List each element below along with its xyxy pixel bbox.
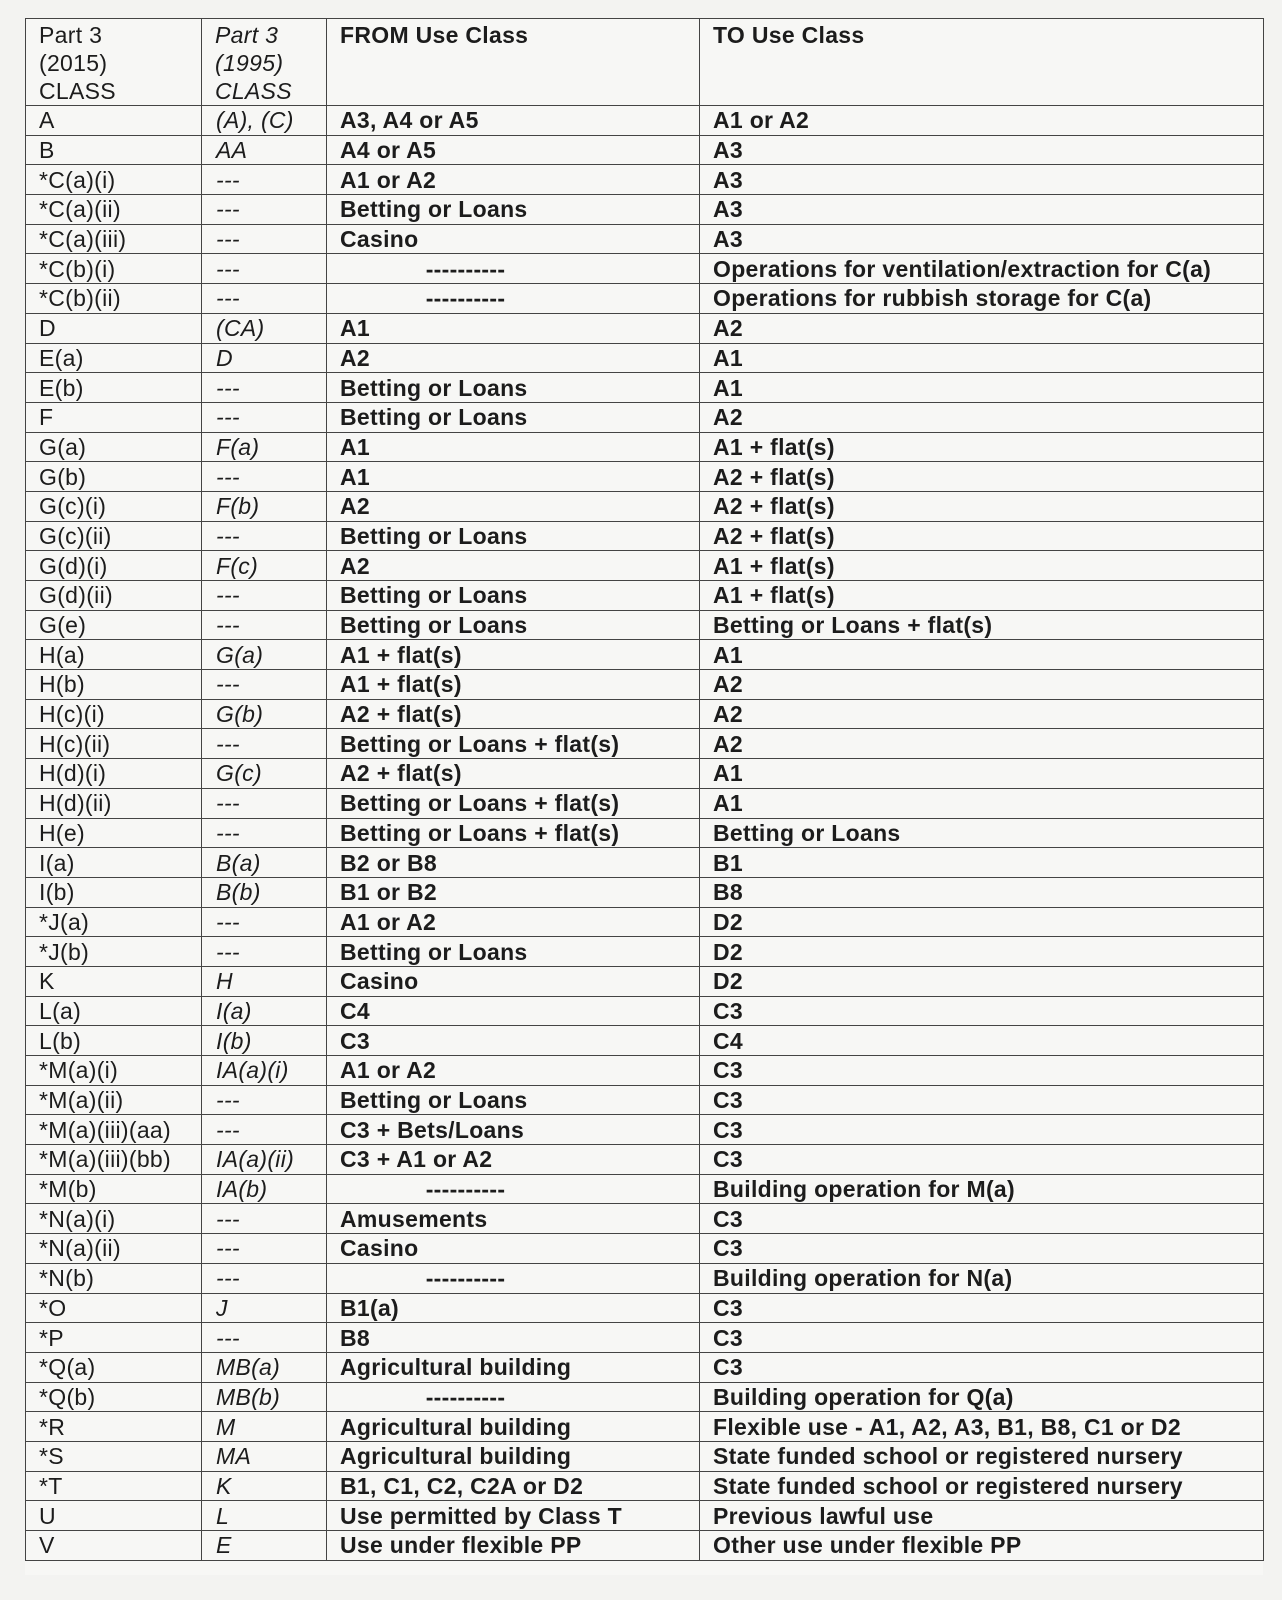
cell-to-use-class: B1 [700,848,1264,878]
cell-1995-class: E [202,1531,327,1561]
cell-1995-class: F(b) [202,491,327,521]
cell-2015-class: *N(b) [26,1263,202,1293]
cell-to-use-class: Building operation for M(a) [700,1174,1264,1204]
cell-2015-class: *M(a)(iii)(bb) [26,1145,202,1175]
cell-from-use-class: A1 [327,432,700,462]
cell-from-use-class: Betting or Loans + flat(s) [327,729,700,759]
cell-2015-class: *C(a)(ii) [26,195,202,225]
cell-to-use-class: Betting or Loans [700,818,1264,848]
cell-from-use-class: B1(a) [327,1293,700,1323]
cell-from-use-class: A2 [327,491,700,521]
cell-from-use-class: Betting or Loans [327,373,700,403]
cell-from-use-class: A2 + flat(s) [327,699,700,729]
cell-from-use-class: A1 or A2 [327,1056,700,1086]
cell-from-use-class: ---------- [327,254,700,284]
cell-2015-class: A [26,106,202,136]
cell-to-use-class: C3 [700,996,1264,1026]
cell-1995-class: --- [202,1263,327,1293]
table-row [26,788,1264,818]
cell-to-use-class: D2 [700,907,1264,937]
table-row [26,1145,1264,1175]
cell-2015-class: *J(a) [26,907,202,937]
cell-2015-class: *M(b) [26,1174,202,1204]
table-row [26,1056,1264,1086]
table-row [26,254,1264,284]
cell-from-use-class: Betting or Loans + flat(s) [327,788,700,818]
cell-2015-class: F [26,402,202,432]
cell-from-use-class: Use permitted by Class T [327,1501,700,1531]
cell-1995-class: --- [202,729,327,759]
cell-2015-class: *C(b)(i) [26,254,202,284]
table-row [26,1263,1264,1293]
cell-1995-class: --- [202,1323,327,1353]
cell-from-use-class: Betting or Loans [327,581,700,611]
header-from-use-class: FROM Use Class [327,19,700,106]
cell-to-use-class: A1 or A2 [700,106,1264,136]
cell-from-use-class: ---------- [327,1382,700,1412]
cell-1995-class: --- [202,818,327,848]
table-row [26,551,1264,581]
cell-from-use-class: Casino [327,1234,700,1264]
cell-from-use-class: Betting or Loans [327,402,700,432]
cell-1995-class: B(a) [202,848,327,878]
cell-from-use-class: A4 or A5 [327,135,700,165]
table-row [26,106,1264,136]
cell-1995-class: --- [202,937,327,967]
cell-to-use-class: A2 [700,313,1264,343]
cell-from-use-class: C4 [327,996,700,1026]
table-row [26,818,1264,848]
cell-to-use-class: A2 [700,699,1264,729]
cell-from-use-class: Betting or Loans [327,610,700,640]
table-row [26,343,1264,373]
cell-2015-class: *C(a)(iii) [26,224,202,254]
cell-1995-class: (CA) [202,313,327,343]
cell-2015-class: *M(a)(i) [26,1056,202,1086]
cell-to-use-class: State funded school or registered nursery [700,1441,1264,1471]
cell-2015-class: G(c)(ii) [26,521,202,551]
cell-2015-class: *S [26,1441,202,1471]
cell-2015-class: *C(a)(i) [26,165,202,195]
cell-from-use-class: Agricultural building [327,1352,700,1382]
table-row [26,521,1264,551]
cell-to-use-class: Previous lawful use [700,1501,1264,1531]
table-row [26,313,1264,343]
cell-from-use-class: A1 + flat(s) [327,670,700,700]
cell-2015-class: *C(b)(ii) [26,284,202,314]
table-row [26,907,1264,937]
cell-1995-class: --- [202,1204,327,1234]
cell-1995-class: IA(a)(ii) [202,1145,327,1175]
cell-2015-class: H(b) [26,670,202,700]
cell-to-use-class: A2 + flat(s) [700,462,1264,492]
cell-1995-class: --- [202,224,327,254]
cell-2015-class: L(a) [26,996,202,1026]
table-row [26,1085,1264,1115]
cell-1995-class: J [202,1293,327,1323]
table-row [26,195,1264,225]
cell-to-use-class: Building operation for Q(a) [700,1382,1264,1412]
table-row [26,1412,1264,1442]
cell-2015-class: *T [26,1471,202,1501]
cell-2015-class: *Q(b) [26,1382,202,1412]
table-row [26,1234,1264,1264]
cell-1995-class: --- [202,195,327,225]
cell-2015-class: *N(a)(i) [26,1204,202,1234]
cell-2015-class: H(d)(ii) [26,788,202,818]
cell-from-use-class: ---------- [327,284,700,314]
cell-2015-class: D [26,313,202,343]
cell-from-use-class: B1, C1, C2, C2A or D2 [327,1471,700,1501]
cell-to-use-class: A2 + flat(s) [700,521,1264,551]
cell-2015-class: K [26,966,202,996]
cell-to-use-class: A2 + flat(s) [700,491,1264,521]
cell-from-use-class: A3, A4 or A5 [327,106,700,136]
cell-2015-class: *M(a)(iii)(aa) [26,1115,202,1145]
cell-1995-class: IA(a)(i) [202,1056,327,1086]
cell-to-use-class: C3 [700,1204,1264,1234]
cell-to-use-class: Other use under flexible PP [700,1531,1264,1561]
cell-2015-class: H(c)(ii) [26,729,202,759]
table-row [26,937,1264,967]
document-page [25,18,1263,1575]
cell-2015-class: E(b) [26,373,202,403]
cell-1995-class: --- [202,254,327,284]
table-row [26,1501,1264,1531]
cell-2015-class: I(b) [26,877,202,907]
table-row [26,581,1264,611]
cell-1995-class: M [202,1412,327,1442]
cell-to-use-class: C3 [700,1352,1264,1382]
table-row [26,1382,1264,1412]
table-row [26,224,1264,254]
table-row [26,1174,1264,1204]
cell-to-use-class: D2 [700,937,1264,967]
cell-to-use-class: A1 [700,759,1264,789]
cell-1995-class: I(b) [202,1026,327,1056]
cell-to-use-class: Operations for rubbish storage for C(a) [700,284,1264,314]
cell-to-use-class: A1 [700,788,1264,818]
cell-to-use-class: A1 + flat(s) [700,551,1264,581]
cell-to-use-class: A3 [700,224,1264,254]
cell-from-use-class: B1 or B2 [327,877,700,907]
header-part3-2015-class: Part 3 (2015) CLASS [26,19,202,106]
cell-1995-class: --- [202,670,327,700]
cell-2015-class: G(c)(i) [26,491,202,521]
cell-to-use-class: A2 [700,670,1264,700]
table-row [26,610,1264,640]
cell-1995-class: --- [202,610,327,640]
cell-2015-class: G(b) [26,462,202,492]
cell-2015-class: I(a) [26,848,202,878]
cell-from-use-class: Betting or Loans + flat(s) [327,818,700,848]
cell-to-use-class: C3 [700,1115,1264,1145]
cell-2015-class: G(e) [26,610,202,640]
cell-1995-class: K [202,1471,327,1501]
cell-2015-class: H(e) [26,818,202,848]
cell-1995-class: --- [202,581,327,611]
table-row [26,729,1264,759]
header-to-use-class: TO Use Class [700,19,1264,106]
cell-from-use-class: Betting or Loans [327,521,700,551]
cell-1995-class: F(a) [202,432,327,462]
cell-from-use-class: B2 or B8 [327,848,700,878]
table-row [26,1204,1264,1234]
cell-to-use-class: A3 [700,195,1264,225]
cell-1995-class: --- [202,462,327,492]
cell-1995-class: IA(b) [202,1174,327,1204]
cell-1995-class: AA [202,135,327,165]
cell-to-use-class: C3 [700,1085,1264,1115]
cell-from-use-class: Betting or Loans [327,195,700,225]
cell-2015-class: L(b) [26,1026,202,1056]
cell-to-use-class: Building operation for N(a) [700,1263,1264,1293]
table-row [26,966,1264,996]
cell-to-use-class: B8 [700,877,1264,907]
cell-from-use-class: A1 or A2 [327,165,700,195]
cell-to-use-class: A2 [700,402,1264,432]
cell-to-use-class: A3 [700,135,1264,165]
cell-2015-class: G(d)(i) [26,551,202,581]
cell-1995-class: D [202,343,327,373]
table-row [26,1471,1264,1501]
cell-to-use-class: A3 [700,165,1264,195]
cell-to-use-class: C3 [700,1145,1264,1175]
cell-from-use-class: A1 [327,462,700,492]
cell-2015-class: *J(b) [26,937,202,967]
cell-from-use-class: A2 [327,343,700,373]
cell-1995-class: (A), (C) [202,106,327,136]
cell-2015-class: H(c)(i) [26,699,202,729]
cell-from-use-class: A1 + flat(s) [327,640,700,670]
cell-from-use-class: A2 + flat(s) [327,759,700,789]
cell-2015-class: E(a) [26,343,202,373]
cell-to-use-class: C3 [700,1293,1264,1323]
table-row [26,1352,1264,1382]
cell-from-use-class: Casino [327,966,700,996]
cell-1995-class: --- [202,284,327,314]
cell-1995-class: L [202,1501,327,1531]
use-class-table [25,18,1264,1561]
cell-from-use-class: Casino [327,224,700,254]
cell-to-use-class: A1 + flat(s) [700,432,1264,462]
table-row [26,759,1264,789]
table-row [26,670,1264,700]
cell-to-use-class: C3 [700,1323,1264,1353]
table-row [26,1531,1264,1561]
cell-to-use-class: C3 [700,1056,1264,1086]
cell-to-use-class: Flexible use - A1, A2, A3, B1, B8, C1 or D2 [700,1412,1264,1442]
cell-1995-class: MB(b) [202,1382,327,1412]
cell-2015-class: *Q(a) [26,1352,202,1382]
cell-2015-class: *M(a)(ii) [26,1085,202,1115]
cell-2015-class: B [26,135,202,165]
table-row [26,165,1264,195]
cell-2015-class: H(d)(i) [26,759,202,789]
cell-1995-class: H [202,966,327,996]
cell-1995-class: G(c) [202,759,327,789]
header-part3-1995-class: Part 3 (1995) CLASS [202,19,327,106]
cell-from-use-class: ---------- [327,1174,700,1204]
cell-to-use-class: State funded school or registered nursery [700,1471,1264,1501]
cell-1995-class: --- [202,907,327,937]
table-row [26,1115,1264,1145]
cell-1995-class: --- [202,165,327,195]
cell-to-use-class: Betting or Loans + flat(s) [700,610,1264,640]
cell-2015-class: V [26,1531,202,1561]
cell-1995-class: --- [202,373,327,403]
cell-from-use-class: B8 [327,1323,700,1353]
cell-from-use-class: Agricultural building [327,1441,700,1471]
cell-2015-class: G(a) [26,432,202,462]
cell-2015-class: *P [26,1323,202,1353]
cell-1995-class: G(b) [202,699,327,729]
cell-2015-class: H(a) [26,640,202,670]
cell-2015-class: *O [26,1293,202,1323]
table-row [26,491,1264,521]
cell-1995-class: --- [202,521,327,551]
cell-from-use-class: C3 + A1 or A2 [327,1145,700,1175]
cell-2015-class: G(d)(ii) [26,581,202,611]
cell-from-use-class: Betting or Loans [327,937,700,967]
table-row [26,1323,1264,1353]
header-row [26,19,1264,106]
cell-to-use-class: A2 [700,729,1264,759]
table-row [26,1293,1264,1323]
cell-to-use-class: A1 [700,373,1264,403]
cell-to-use-class: A1 [700,640,1264,670]
table-row [26,284,1264,314]
table-row [26,877,1264,907]
cell-to-use-class: Operations for ventilation/extraction for C(a) [700,254,1264,284]
cell-1995-class: MB(a) [202,1352,327,1382]
table-row [26,996,1264,1026]
cell-to-use-class: A1 + flat(s) [700,581,1264,611]
table-row [26,699,1264,729]
cell-1995-class: --- [202,402,327,432]
cell-1995-class: --- [202,788,327,818]
cell-2015-class: *N(a)(ii) [26,1234,202,1264]
cell-from-use-class: Betting or Loans [327,1085,700,1115]
cell-1995-class: --- [202,1234,327,1264]
table-row [26,432,1264,462]
table-row [26,402,1264,432]
cell-to-use-class: C3 [700,1234,1264,1264]
cell-from-use-class: A1 or A2 [327,907,700,937]
cell-from-use-class: C3 + Bets/Loans [327,1115,700,1145]
cell-from-use-class: A2 [327,551,700,581]
cell-to-use-class: C4 [700,1026,1264,1056]
cell-2015-class: *R [26,1412,202,1442]
table-row [26,135,1264,165]
cell-from-use-class: Use under flexible PP [327,1531,700,1561]
cell-to-use-class: D2 [700,966,1264,996]
table-row [26,1441,1264,1471]
table-row [26,462,1264,492]
table-row [26,373,1264,403]
cell-2015-class: U [26,1501,202,1531]
cell-1995-class: MA [202,1441,327,1471]
cell-from-use-class: C3 [327,1026,700,1056]
cell-1995-class: B(b) [202,877,327,907]
table-row [26,848,1264,878]
cell-1995-class: --- [202,1085,327,1115]
cell-from-use-class: A1 [327,313,700,343]
cell-from-use-class: Agricultural building [327,1412,700,1442]
table-row [26,1026,1264,1056]
cell-1995-class: --- [202,1115,327,1145]
cell-from-use-class: Amusements [327,1204,700,1234]
cell-from-use-class: ---------- [327,1263,700,1293]
table-header [26,19,1264,106]
cell-1995-class: G(a) [202,640,327,670]
cell-1995-class: I(a) [202,996,327,1026]
cell-1995-class: F(c) [202,551,327,581]
cell-to-use-class: A1 [700,343,1264,373]
table-row [26,640,1264,670]
table-body [26,106,1264,1561]
